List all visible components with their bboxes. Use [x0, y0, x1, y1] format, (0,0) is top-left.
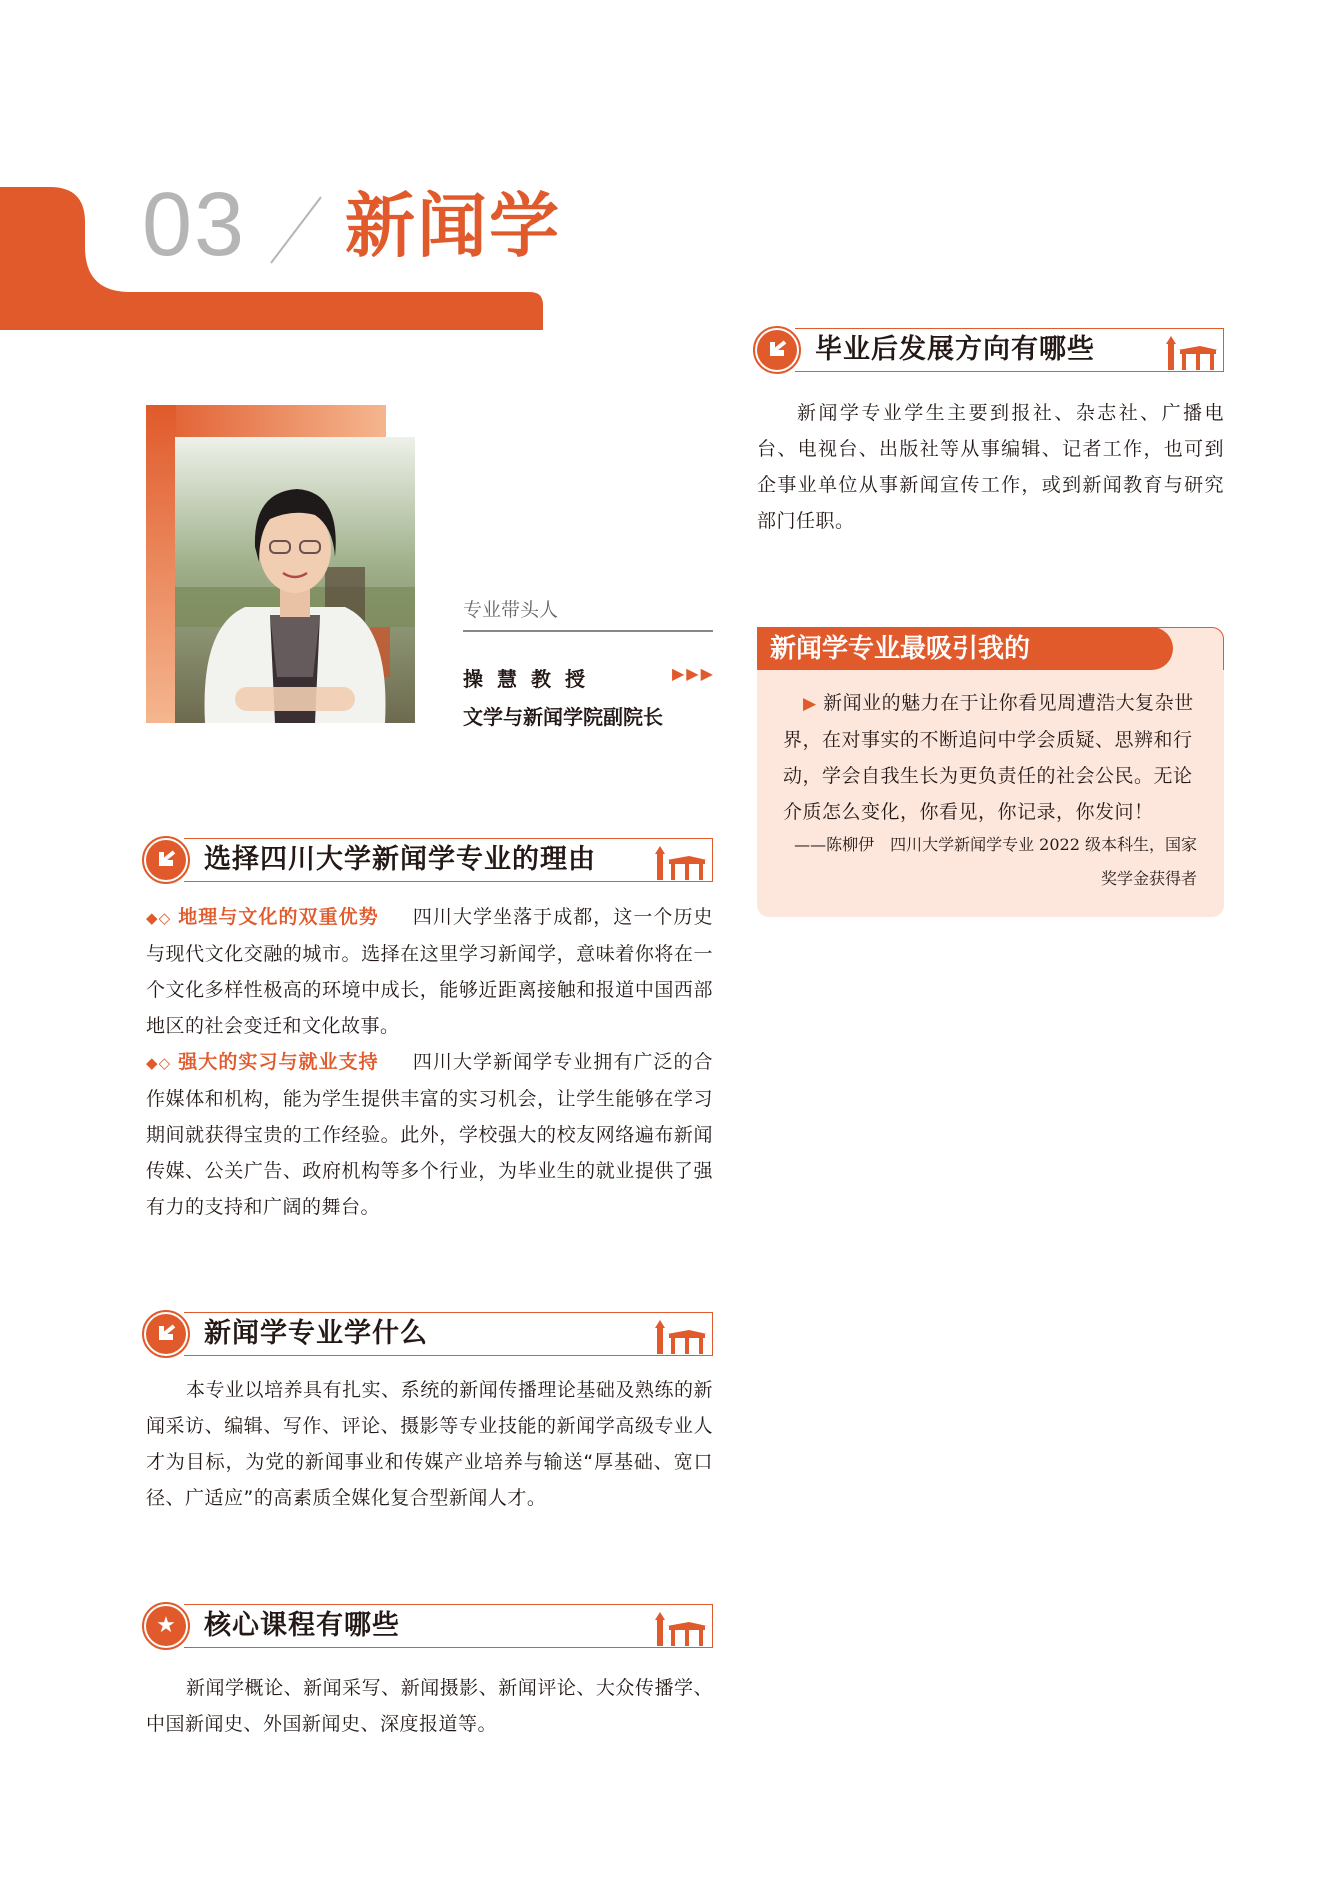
reason-item	[146, 899, 713, 1044]
photo-accent-top	[146, 405, 386, 437]
student-quote	[783, 685, 1203, 830]
leader-role: 专业带头人	[463, 599, 559, 621]
arrow-down-icon	[757, 330, 797, 370]
section-title: 核心课程有哪些	[204, 1610, 400, 1641]
play-marker-icon: ▶	[803, 694, 817, 714]
page-title: 新闻学	[345, 184, 561, 267]
section-header-career	[757, 328, 1224, 372]
courses-body: 新闻学概论、新闻采写、新闻摄影、新闻评论、大众传播学、中国新闻史、外国新闻史、深度报道等。	[146, 1677, 713, 1735]
leader-divider	[463, 630, 713, 632]
title-slash-divider	[266, 195, 326, 265]
section-header-reasons	[146, 838, 713, 882]
gate-tower-icon	[1166, 332, 1220, 370]
leader-position: 文学与新闻学院副院长	[463, 705, 663, 729]
quote-title: 新闻学专业最吸引我的	[770, 634, 1031, 664]
arrow-down-icon	[146, 1314, 186, 1354]
gate-tower-icon	[655, 842, 709, 880]
reason-heading: 地理与文化的双重优势	[178, 906, 379, 928]
reasons-body	[146, 899, 713, 1225]
gate-tower-icon	[655, 1608, 709, 1646]
diamond-bullet-icon: ◆◇	[146, 1054, 172, 1072]
section-title: 毕业后发展方向有哪些	[815, 334, 1095, 365]
star-icon: ★	[146, 1606, 186, 1646]
quote-text: 新闻业的魅力在于让你看见周遭浩大复杂世界，在对事实的不断追问中学会质疑、思辨和行动，学会自我生长为更负责任的社会公民。无论介质怎么变化，你看见，你记录，你发问！	[783, 692, 1194, 823]
leader-arrows-icon: ▶▶▶	[672, 664, 715, 683]
section-title: 选择四川大学新闻学专业的理由	[204, 844, 596, 875]
diamond-bullet-icon: ◆◇	[146, 909, 172, 927]
curriculum-body: 本专业以培养具有扎实、系统的新闻传播理论基础及熟练的新闻采访、编辑、写作、评论、摄影等专业技能的新闻学高级专业人才为目标，为党的新闻事业和传媒产业培养与输送“厚基础、宽口径、广适应”的高素质全媒化复合型新闻人才。	[146, 1379, 713, 1509]
career-body: 新闻学专业学生主要到报社、杂志社、广播电台、电视台、出版社等从事编辑、记者工作，也可到企事业单位从事新闻宣传工作，或到新闻教育与研究部门任职。	[757, 402, 1224, 532]
quote-signature: ——陈柳伊 四川大学新闻学专业 2022 级本科生，国家奖学金获得者	[794, 835, 1197, 888]
leader-photo	[175, 437, 415, 723]
section-title: 新闻学专业学什么	[204, 1318, 428, 1349]
photo-accent-left	[146, 405, 176, 723]
arrow-down-icon	[146, 840, 186, 880]
reason-item	[146, 1044, 713, 1225]
leader-name: 操慧教授	[463, 667, 599, 691]
section-header-courses	[146, 1604, 713, 1648]
section-header-curriculum	[146, 1312, 713, 1356]
reason-text: 四川大学坐落于成都，这一个历史与现代文化交融的城市。选择在这里学习新闻学，意味着你将在一个文化多样性极高的环境中成长，能够近距离接触和报道中国西部地区的社会变迁和文化故事。	[146, 906, 713, 1037]
reason-heading: 强大的实习与就业支持	[178, 1051, 379, 1073]
reason-text: 四川大学新闻学专业拥有广泛的合作媒体和机构，能为学生提供丰富的实习机会，让学生能够在学习期间就获得宝贵的工作经验。此外，学校强大的校友网络遍布新闻传媒、公关广告、政府机构等多个行业，为毕业生的就业提供了强有力的支持和广阔的舞台。	[146, 1051, 713, 1218]
gate-tower-icon	[655, 1316, 709, 1354]
section-number: 03	[142, 175, 247, 275]
